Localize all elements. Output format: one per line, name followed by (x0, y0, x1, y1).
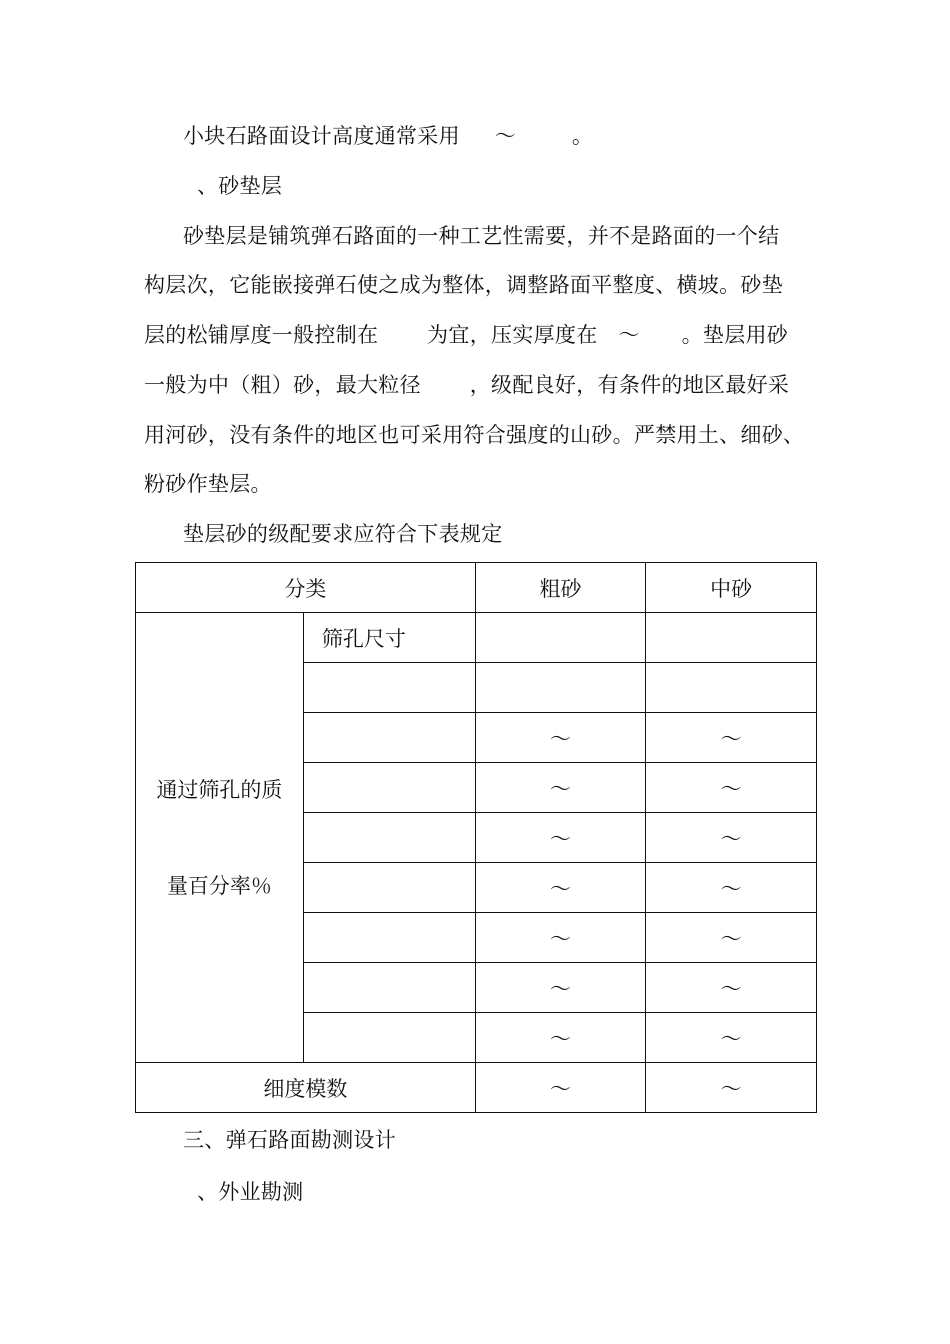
table-header-row (136, 563, 817, 613)
paragraph-sand-line-5: 用河砂，没有条件的地区也可采用符合强度的山砂。严禁用土、细砂、 (144, 423, 805, 447)
table-cell-coarse: ～ (475, 913, 646, 963)
table-cell-medium: ～ (646, 1013, 817, 1063)
table-cell-coarse (475, 663, 646, 713)
table-cell (646, 613, 817, 663)
table-cell (303, 813, 475, 863)
table-cell (303, 963, 475, 1013)
paragraph-sand-line-4: 一般为中（粗）砂，最大粒径 ，级配良好，有条件的地区最好采 (144, 373, 790, 397)
table-cell-coarse: ～ (475, 813, 646, 863)
paragraph-sand-line-1: 砂垫层是铺筑弹石路面的一种工艺性需要，并不是路面的一个结 (183, 224, 780, 248)
table-cell (303, 913, 475, 963)
heading-sand-cushion: 、砂垫层 (183, 174, 283, 198)
table-cell-coarse: ～ (475, 763, 646, 813)
table-cell (475, 613, 646, 663)
fineness-row (136, 1063, 817, 1113)
table-cell-coarse: ～ (475, 863, 646, 913)
header-category: 分类 (136, 563, 476, 613)
table-cell-medium: ～ (646, 763, 817, 813)
table-cell-medium: ～ (646, 863, 817, 913)
paragraph-sand-line-3: 层的松铺厚度一般控制在 为宜，压实厚度在 ～ 。垫层用砂 (144, 323, 789, 347)
table-cell-medium (646, 663, 817, 713)
section-3-heading: 三、弹石路面勘测设计 (183, 1128, 396, 1152)
pass-percentage-label (136, 613, 304, 1063)
paragraph-sand-line-6: 粉砂作垫层。 (144, 472, 272, 496)
sand-grading-table (135, 562, 817, 1113)
table-cell (303, 1013, 475, 1063)
fineness-coarse: ～ (475, 1063, 646, 1113)
subsection-field-survey: 、外业勘测 (183, 1180, 304, 1204)
table-cell-medium: ～ (646, 713, 817, 763)
pass-label-line-2: 量百分率％ (166, 873, 272, 898)
table-cell (303, 863, 475, 913)
table-row (136, 613, 817, 663)
table-cell-coarse: ～ (475, 963, 646, 1013)
fineness-label: 细度模数 (136, 1063, 476, 1113)
table-cell (303, 713, 475, 763)
table-cell-coarse: ～ (475, 1013, 646, 1063)
table-caption: 垫层砂的级配要求应符合下表规定 (183, 522, 503, 546)
table-cell-medium: ～ (646, 963, 817, 1013)
header-medium-sand: 中砂 (646, 563, 817, 613)
table-cell (303, 763, 475, 813)
table-cell-coarse: ～ (475, 713, 646, 763)
paragraph-stone-height: 小块石路面设计高度通常采用 ～ 。 (183, 124, 594, 148)
table-cell (303, 663, 475, 713)
pass-label-line-1: 通过筛孔的质 (156, 777, 283, 802)
header-coarse-sand: 粗砂 (475, 563, 646, 613)
paragraph-sand-line-2: 构层次，它能嵌接弹石使之成为整体，调整路面平整度、横坡。砂垫 (144, 273, 783, 297)
table-cell-medium: ～ (646, 913, 817, 963)
fineness-medium: ～ (646, 1063, 817, 1113)
table-cell-medium: ～ (646, 813, 817, 863)
sieve-size-label: 筛孔尺寸 (303, 613, 475, 663)
